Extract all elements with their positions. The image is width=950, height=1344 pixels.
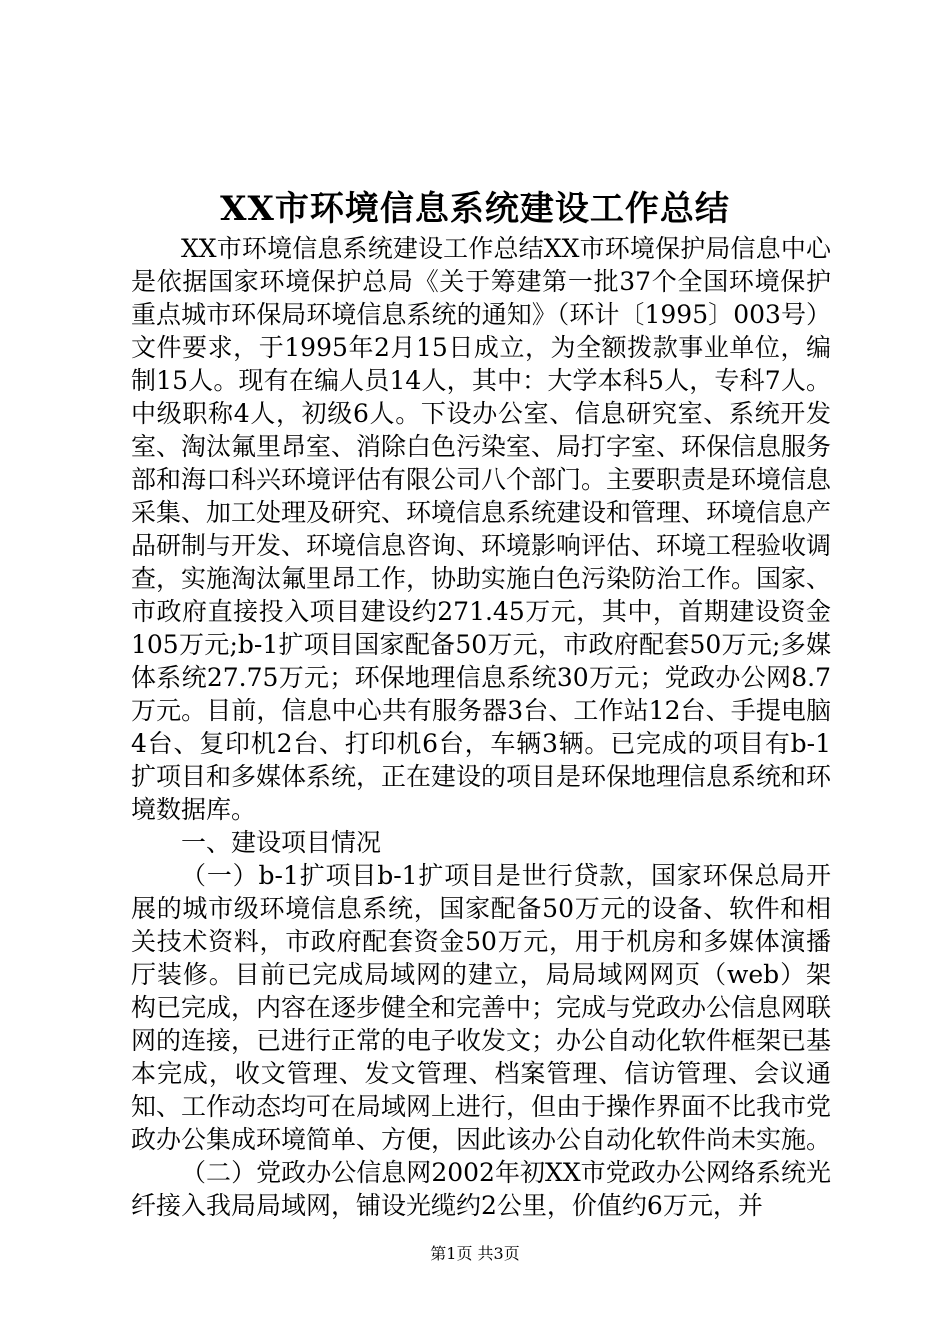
section-heading: 一、建设项目情况	[181, 828, 382, 857]
subsection-paragraph-1: （一）b-1扩项目b-1扩项目是世行贷款，国家环保总局开展的城市级环境信息系统，国家配备50万元的设备、软件和相关技术资料，市政府配套资金50万元，用于机房和多媒体演播厅装修。目前已完成局域网的建立，局局域网网页（web）架构已完成，内容在逐步健全和完善中；完成与党政办公信息网联网的连接，已进行正常的电子收发文；办公自动化软件框架已基本完成，收文管理、发文管理、档案管理、信访管理、会议通知、工作动态均可在局域网上进行，但由于操作界面不比我市党政办公集成环境简单、方便，因此该办公自动化软件尚未实施。	[131, 861, 832, 1154]
intro-paragraph: XX市环境信息系统建设工作总结XX市环境保护局信息中心是依据国家环境保护总局《关于筹建第一批37个全国环境保护重点城市环保局环境信息系统的通知》（环计〔1995〕003号）文件要求，于1995年2月15日成立，为全额拨款事业单位，编制15人。现有在编人员14人，其中：大学本科5人，专科7人。中级职称4人，初级6人。下设办公室、信息研究室、系统开发室、淘汰氟里昂室、消除白色污染室、局打字室、环保信息服务部和海口科兴环境评估有限公司八个部门。主要职责是环境信息采集、加工处理及研究、环境信息系统建设和管理、环境信息产品研制与开发、环境信息咨询、环境影响评估、环境工程验收调查，实施淘汰氟里昂工作，协助实施白色污染防治工作。国家、市政府直接投入项目建设约271.45万元，其中，首期建设资金105万元;b-1扩项目国家配备50万元，市政府配套50万元;多媒体系统27.75万元；环保地理信息系统30万元；党政办公网8.7万元。目前，信息中心共有服务器3台、工作站12台、手提电脑4台、复印机2台、打印机6台，车辆3辆。已完成的项目有b-1扩项目和多媒体系统，正在建设的项目是环保地理信息系统和环境数据库。	[131, 234, 832, 824]
document-body	[131, 232, 831, 1222]
subsection-paragraph-2: （二）党政办公信息网2002年初XX市党政办公网络系统光纤接入我局局域网，铺设光缆约2公里，价值约6万元，并	[131, 1158, 831, 1220]
page-number: 第1页 共3页	[430, 1244, 520, 1263]
document-title: XX市环境信息系统建设工作总结	[220, 189, 730, 229]
